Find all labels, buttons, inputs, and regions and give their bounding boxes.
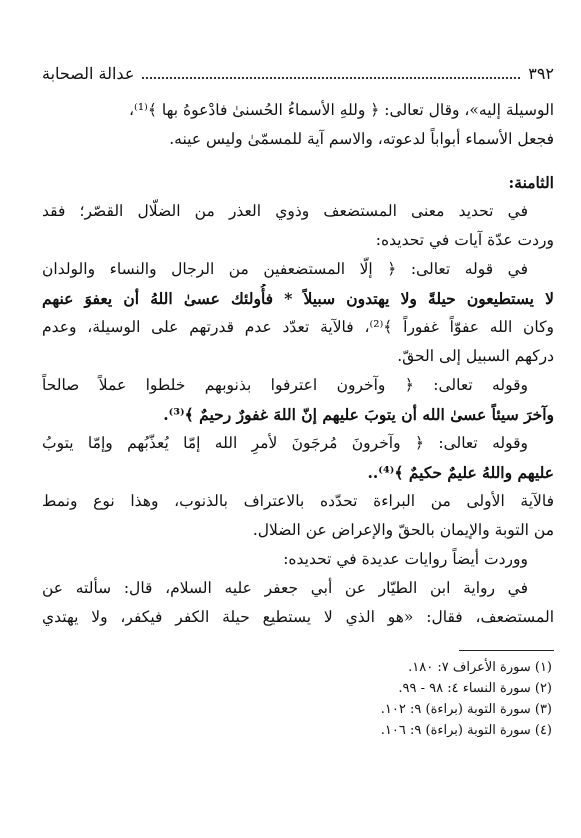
text-line: وكان الله عفوّاً غفوراً ﴾⁽²⁾، فالآية تعدّد عدم قدرتهم على الوسيلة، وعدم <box>42 318 554 336</box>
footnote: (٣) سورة التوبة (براءة) ٩: ١٠٢. <box>380 702 552 717</box>
running-title: عدالة الصحابة <box>42 64 135 83</box>
footnote: (١) سورة الأعراف ٧: ١٨٠. <box>408 660 552 675</box>
text-line: وردت عدّة آيات في تحديده: <box>375 231 554 249</box>
text-line: في قوله تعالى: ﴿ إلّا المستضعفين من الرجال والنساء والولدان <box>42 260 528 278</box>
text-line: ووردت أيضاً روايات عديدة في تحديده: <box>283 550 528 568</box>
quran-verse-line: عليهم واللهُ عليمٌ حكيمٌ ﴾⁽⁴⁾.. <box>367 463 554 482</box>
text-line: في تحديد معنى المستضعف وذوي العذر من الضلّال القصّر؛ فقد <box>42 202 528 220</box>
text-line: الوسيلة إليه»، وقال تعالى: ﴿ وللهِ الأسماءُ الحُسنىٰ فادْعوهُ بها ﴾⁽¹⁾، <box>129 101 554 119</box>
section-heading: الثامنة: <box>508 173 554 192</box>
quran-verse-line: وآخرَ سيئاً عسىٰ الله أن يتوبَ عليهم إنّ اللهَ غفورٌ رحيمٌ ﴾⁽³⁾. <box>163 405 554 424</box>
footnote: (٢) سورة النساء ٤: ٩٨ - ٩٩. <box>398 681 552 696</box>
header-dot-leader <box>142 65 520 79</box>
footnotes <box>252 657 552 741</box>
text-line: وقوله تعالى: ﴿ وآخرون اعترفوا بذنوبهم خلطوا عملاً صالحاً <box>42 376 528 394</box>
quran-verse-line: لا يستطيعون حيلةً ولا يهتدون سبيلاً * فأُولئك عسىٰ اللهُ أن يعفوَ عنهم <box>42 289 554 308</box>
text-line: في رواية ابن الطيّار عن أبي جعفر عليه السلام، قال: سألته عن <box>42 579 528 597</box>
text-line: وقوله تعالى: ﴿ وآخرونَ مُرجَونَ لأمرِ الله إمّا يُعذّبُهم وإمّا يتوبُ <box>42 434 528 452</box>
text-line: المستضعف، فقال: «هو الذي لا يستطيع حيلة الكفر فيكفر، ولا يهتدي <box>42 608 554 626</box>
footnote-separator <box>459 650 554 651</box>
text-line: فجعل الأسماء أبواباً لدعوته، والاسم آية للمسمّىٰ وليس عينه. <box>169 130 554 148</box>
text-line: من التوبة والإيمان بالحقّ والإعراض عن الضلال. <box>252 521 554 539</box>
text-line: دركهم السبيل إلى الحقّ. <box>397 347 554 365</box>
footnote: (٤) سورة التوبة (براءة) ٩: ١٠٦. <box>380 723 552 738</box>
page-number: ٣٩٢ <box>528 64 554 83</box>
running-header <box>42 64 554 83</box>
main-text <box>42 96 554 632</box>
text-line: فالآية الأولى من البراءة تحدّده بالاعتراف بالذنوب، وهذا نوع ونمط <box>42 492 554 510</box>
